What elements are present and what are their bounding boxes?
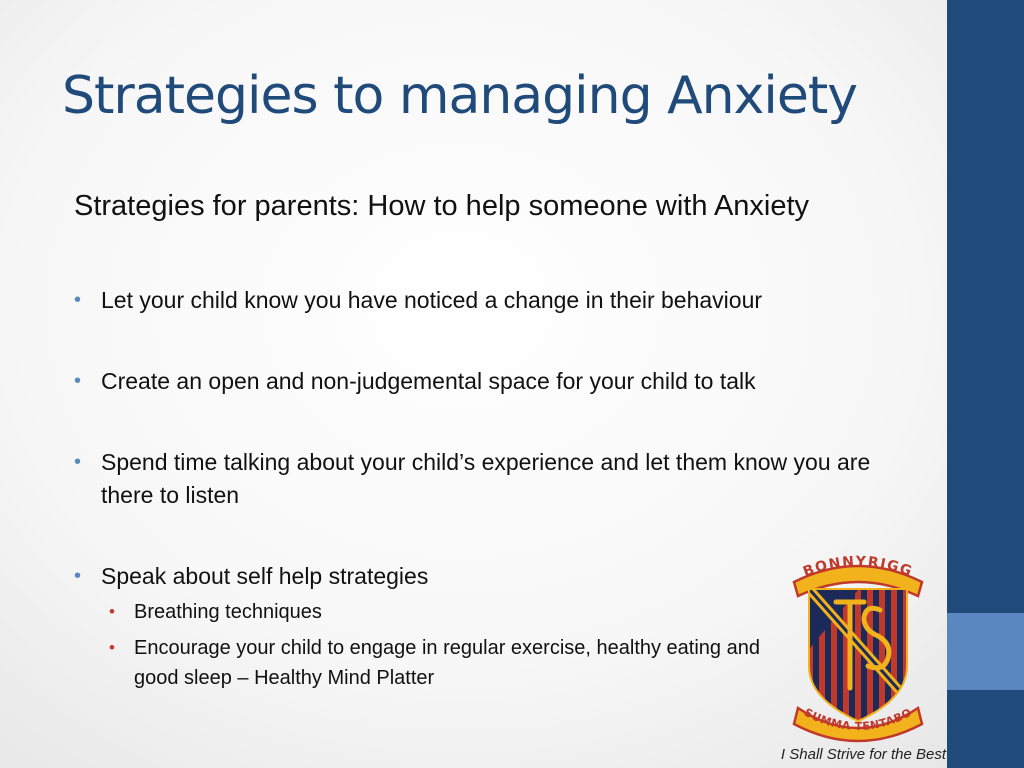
right-sidebar-accent bbox=[947, 613, 1024, 690]
crest-stripes bbox=[810, 588, 906, 728]
school-crest-logo bbox=[788, 548, 928, 748]
sub-bullet-item: • Breathing techniques bbox=[101, 597, 774, 627]
bullet-item: • Spend time talking about your child’s experience and let them know you are there to listen bbox=[74, 446, 904, 512]
crest-banner-top-text: BONNYRIGG bbox=[801, 553, 915, 581]
school-motto: I Shall Strive for the Best bbox=[780, 746, 946, 763]
sub-bullet-item: • Encourage your child to engage in regular exercise, healthy eating and good sleep – Healthy Mind Platter bbox=[101, 633, 774, 693]
crest-banner-bottom-text: SUMMA TENTABO bbox=[801, 705, 915, 734]
bullet-item bbox=[74, 560, 904, 693]
bullet-item: • Create an open and non-judgemental space for your child to talk bbox=[74, 365, 904, 398]
sub-bullet-list bbox=[101, 597, 904, 693]
slide-title: Strategies to managing Anxiety bbox=[62, 66, 858, 126]
slide-subtitle: Strategies for parents: How to help someone with Anxiety bbox=[74, 190, 810, 222]
bullet-list bbox=[74, 284, 904, 699]
bullet-item-text: Speak about self help strategies bbox=[101, 563, 429, 589]
bullet-item: • Let your child know you have noticed a change in their behaviour bbox=[74, 284, 904, 317]
